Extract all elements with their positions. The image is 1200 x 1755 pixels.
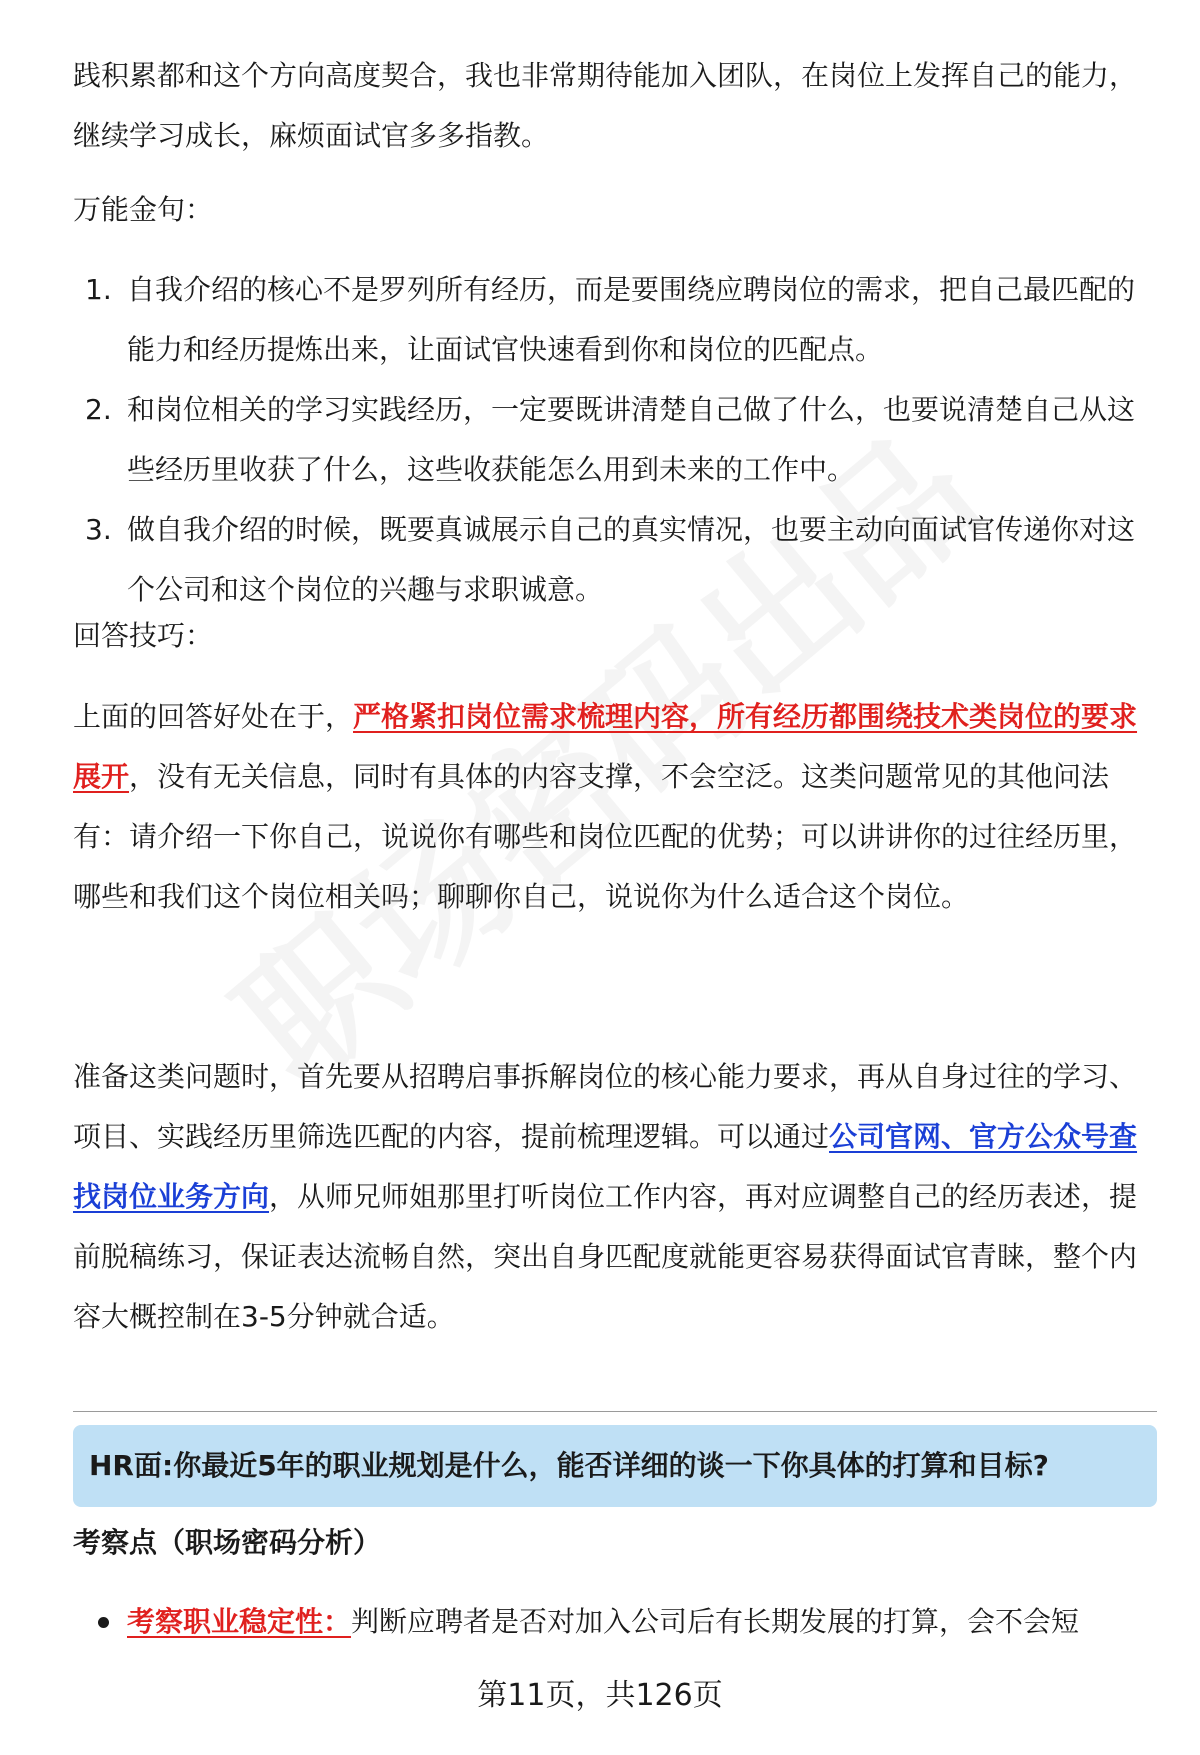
list-item-text: 自我介绍的核心不是罗列所有经历，而是要围绕应聘岗位的需求，把自己最匹配的能力和经历提炼出来，让面试官快速看到你和岗位的匹配点。 bbox=[127, 273, 1136, 366]
analysis-heading: 考察点（职场密码分析） bbox=[73, 1526, 382, 1559]
tips-p2-blue-highlight: 公司官网、官方公众号查找岗位业务方向 bbox=[73, 1120, 1138, 1213]
analysis-list bbox=[73, 1592, 1145, 1652]
tips-paragraph-1 bbox=[73, 687, 1145, 927]
list-item bbox=[73, 260, 1145, 380]
analysis-item-text: 判断应聘者是否对加入公司后有长期发展的打算，会不会短 bbox=[351, 1605, 1080, 1638]
golden-sentences-list bbox=[73, 260, 1145, 620]
tips-p2-text-after: ，从师兄师姐那里打听岗位工作内容，再对应调整自己的经历表述，提前脱稿练习，保证表达流畅自然，突出自身匹配度就能更容易获得面试官青睐，整个内容大概控制在3-5分钟就合适。 bbox=[73, 1180, 1138, 1333]
golden-sentences-heading: 万能金句： bbox=[73, 193, 214, 226]
tips-heading: 回答技巧： bbox=[73, 619, 214, 652]
list-item-text: 和岗位相关的学习实践经历，一定要既讲清楚自己做了什么，也要说清楚自己从这些经历里收获了什么，这些收获能怎么用到未来的工作中。 bbox=[127, 393, 1136, 486]
tips-paragraph-2 bbox=[73, 1047, 1145, 1347]
list-item bbox=[73, 500, 1145, 620]
page-footer: 第11页，共126页 bbox=[477, 1678, 723, 1713]
tips-p1-text-before: 上面的回答好处在于， bbox=[73, 700, 354, 733]
list-number: 1. bbox=[85, 273, 112, 306]
tips-p1-text-after: ，没有无关信息，同时有具体的内容支撑，不会空泛。这类问题常见的其他问法有：请介绍一下你自己，说说你有哪些和岗位匹配的优势；可以讲讲你的过往经历里，哪些和我们这个岗位相关吗；聊聊你自己，说说你为什么适合这个岗位。 bbox=[73, 760, 1138, 913]
list-item bbox=[73, 380, 1145, 500]
analysis-item-label: 考察职业稳定性： bbox=[127, 1605, 352, 1638]
hr-question-text: HR面:你最近5年的职业规划是什么，能否详细的谈一下你具体的打算和目标? bbox=[89, 1449, 1049, 1482]
tips-p1-red-highlight: 严格紧扣岗位需求梳理内容，所有经历都围绕技术类岗位的要求展开 bbox=[73, 700, 1138, 793]
intro-continuation-paragraph: 践积累都和这个方向高度契合，我也非常期待能加入团队，在岗位上发挥自己的能力，继续学习成长，麻烦面试官多多指教。 bbox=[73, 59, 1138, 152]
list-number: 3. bbox=[85, 513, 112, 546]
list-item bbox=[73, 1592, 1145, 1652]
list-number: 2. bbox=[85, 393, 112, 426]
hr-question-box bbox=[73, 1425, 1157, 1507]
tips-p2-text-before: 准备这类问题时，首先要从招聘启事拆解岗位的核心能力要求，再从自身过往的学习、项目、实践经历里筛选匹配的内容，提前梳理逻辑。可以通过 bbox=[73, 1060, 1138, 1153]
bullet-icon bbox=[98, 1617, 109, 1628]
list-item-text: 做自我介绍的时候，既要真诚展示自己的真实情况，也要主动向面试官传递你对这个公司和这个岗位的兴趣与求职诚意。 bbox=[127, 513, 1136, 606]
section-divider bbox=[73, 1411, 1157, 1412]
